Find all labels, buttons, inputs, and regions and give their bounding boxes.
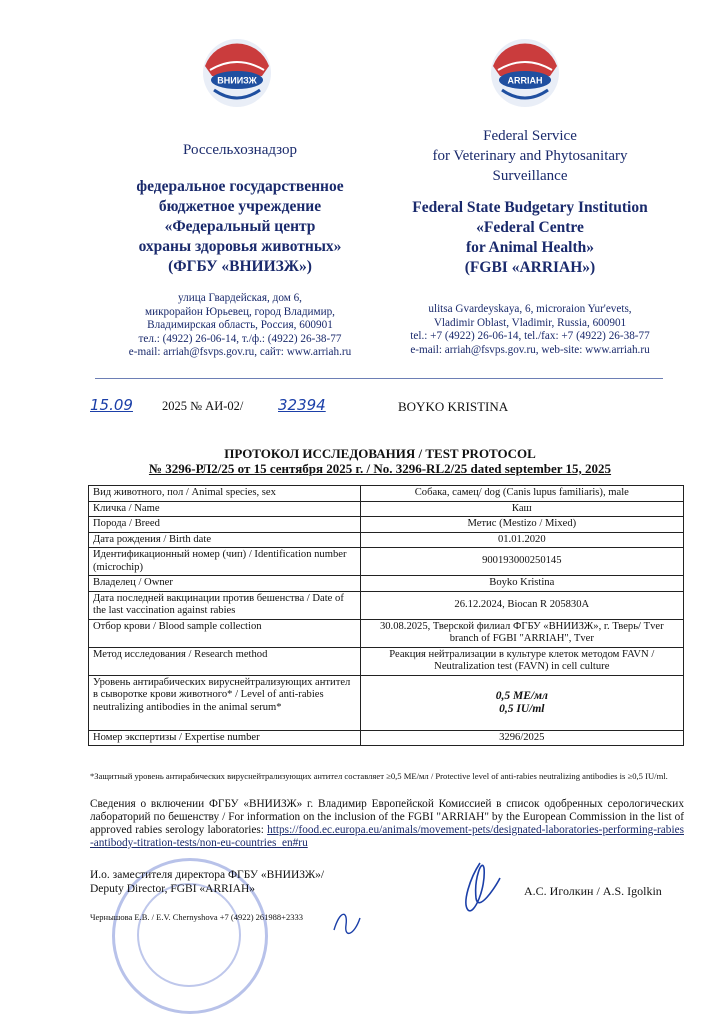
row-label: Порода / Breed <box>89 517 361 533</box>
row-label: Дата рождения / Birth date <box>89 532 361 548</box>
institution-name-en: Federal State Budgetary Institution «Federal Centre for Animal Health» (FGBI «ARRIAH») <box>412 199 648 276</box>
table-row <box>89 548 684 576</box>
row-value: 900193000250145 <box>360 548 683 576</box>
protocol-table <box>88 485 684 746</box>
reference-printed: 2025 № АИ-02/ <box>162 399 244 413</box>
reference-line <box>90 396 690 418</box>
result-value: 0,5 МЕ/мл 0,5 IU/ml <box>360 675 683 730</box>
table-row <box>89 532 684 548</box>
recipient-name: BOYKO KRISTINA <box>398 399 509 414</box>
protocol-title: ПРОТОКОЛ ИССЛЕДОВАНИЯ / TEST PROTOCOL № 3296-РЛ2/25 от 15 сентября 2025 г. / No. 3296-RL2/25 dated september 15, 2025 <box>148 446 612 476</box>
vniizzh-logo <box>200 36 274 110</box>
row-value: Метис (Mestizo / Mixed) <box>360 517 683 533</box>
row-value: Реакция нейтрализации в культуре клеток методом FAVN / Neutralization test (FAVN) in cell culture <box>360 647 683 675</box>
row-label: Кличка / Name <box>89 501 361 517</box>
table-row <box>89 576 684 592</box>
institution-name-ru: федеральное государственное бюджетное учреждение «Федеральный центр охраны здоровья животных» (ФГБУ «ВНИИЗЖ») <box>136 178 344 275</box>
row-label: Дата последней вакцинации против бешенства / Date of the last vaccination against rabies <box>89 591 361 619</box>
signatory-name: А.С. Иголкин / A.S. Igolkin <box>524 884 662 898</box>
agency-name-en: Federal Service for Veterinary and Phytosanitary Surveillance <box>432 128 628 184</box>
eu-list-link[interactable]: https://food.ec.europa.eu/animals/movement-pets/designated-laboratories-performing-rabies-antibody-titration-tests/non-eu-countries_en#ru <box>90 824 684 849</box>
row-label: Владелец / Owner <box>89 576 361 592</box>
table-row <box>89 619 684 647</box>
handwritten-number: 32394 <box>278 396 326 414</box>
handwritten-date: 15.09 <box>90 396 133 414</box>
table-row <box>89 647 684 675</box>
arriah-logo <box>488 36 562 110</box>
agency-name-ru: Россельхознадзор <box>182 142 298 158</box>
signatory-role: И.о. заместителя директора ФГБУ «ВНИИЗЖ»/ Deputy Director, FGBI «ARRIAH» <box>90 869 325 895</box>
row-label: Идентификационный номер (чип) / Identification number (microchip) <box>89 548 361 576</box>
svg-text:ARRIAH: ARRIAH <box>507 75 543 86</box>
address-en: ulitsa Gvardeyskaya, 6, microraion Yur'evets, Vladimir Oblast, Vladimir, Russia, 600901 tel.: +7 (4922) 26-06-14, tel./fax: +7 (4922) 26-38-77 e-mail: arriah@fsvps.gov.ru, web-site: www.arriah.ru <box>410 303 650 356</box>
handwritten-signature <box>440 858 510 918</box>
row-label: Метод исследования / Research method <box>89 647 361 675</box>
table-row <box>89 730 684 746</box>
row-value: 3296/2025 <box>360 730 683 746</box>
address-ru: улица Гвардейская, дом 6, микрорайон Юрьевец, город Владимир, Владимирская область, Россия, 600901 тел.: (4922) 26-06-14, т./ф.: (4922) 26-38-77 e-mail: arriah@fsvps.gov.ru, сайт: www.arriah.ru <box>128 292 352 358</box>
row-value: Собака, самец/ dog (Canis lupus familiaris), male <box>360 486 683 502</box>
svg-text:ВНИИЗЖ: ВНИИЗЖ <box>217 75 257 86</box>
row-value: Каш <box>360 501 683 517</box>
row-label: Номер экспертизы / Expertise number <box>89 730 361 746</box>
table-row <box>89 591 684 619</box>
result-label: Уровень антирабических вируснейтрализующих антител в сыворотке крови животного* / Level of anti-rabies neutralizing antibodies in the animal serum* <box>89 675 361 730</box>
row-value: Boyko Kristina <box>360 576 683 592</box>
executor-initials <box>330 900 366 940</box>
table-row <box>89 501 684 517</box>
row-label: Вид животного, пол / Animal species, sex <box>89 486 361 502</box>
executor-contact: Чернышова Е.В. / E.V. Chernyshova +7 (4922) 261988+2333 <box>90 912 303 922</box>
header-divider <box>95 378 663 379</box>
table-row <box>89 486 684 502</box>
row-value: 01.01.2020 <box>360 532 683 548</box>
row-label: Отбор крови / Blood sample collection <box>89 619 361 647</box>
table-row <box>89 517 684 533</box>
footnote: *Защитный уровень антирабических вируснейтрализующих антител составляет ≥0,5 МЕ/мл / Protective level of anti-rabies neutralizing antibodies is ≥0,5 IU/ml. <box>90 771 668 781</box>
table-row-result <box>89 675 684 730</box>
row-value: 30.08.2025, Тверской филиал ФГБУ «ВНИИЗЖ», г. Тверь/ Tver branch of FGBI "ARRIAH", Tver <box>360 619 683 647</box>
row-value: 26.12.2024, Biocan R 205830A <box>360 591 683 619</box>
eu-info-paragraph: Сведения о включении ФГБУ «ВНИИЗЖ» г. Владимир Европейской Комиссией в список одобренных серологических лабораторий по бешенству / For information on the inclusion of the FGBI "ARRIAH" by the European Commission in the list of approved rabies serology laboratories: https://food.ec.europa.eu/animals/movement-pets/designated-laboratories-performing-rabies-antibody-titration-tests/non-eu-countries_en#ru <box>90 798 684 849</box>
